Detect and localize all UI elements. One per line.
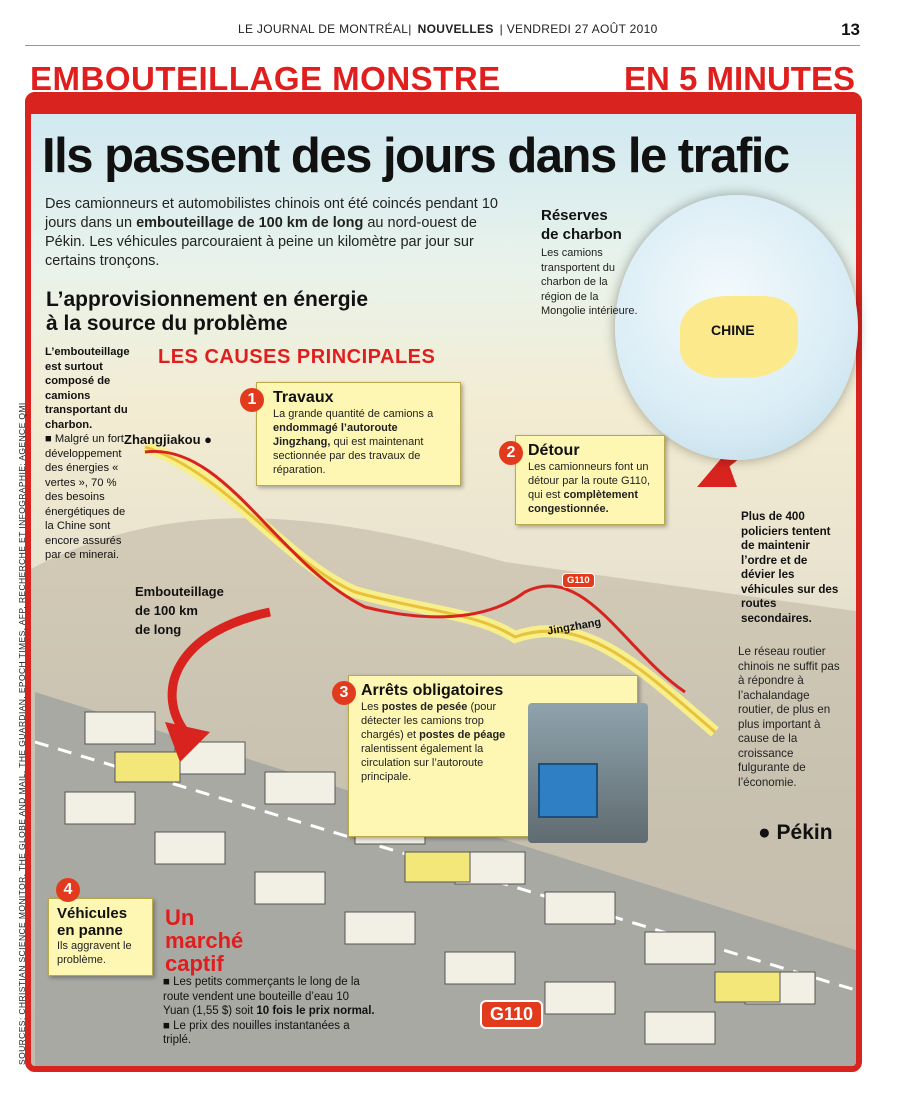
title-line: captif [165, 951, 224, 976]
cause-title: Détour [528, 442, 580, 459]
sep: | [408, 22, 412, 36]
cause-number: 1 [240, 388, 264, 412]
page-number: 13 [841, 20, 860, 39]
header-rule [25, 45, 860, 46]
section-name: NOUVELLES [417, 22, 494, 36]
text: La grande quantité de camions a [273, 408, 434, 420]
reserves-text: Les camions transportent du charbon de la région de la Mongolie intérieure. [541, 247, 638, 317]
sources-credit: SOURCES: CHRISTIAN SCIENCE MONITOR, THE GLOBE AND MAIL, THE GUARDIAN, EPOCH TIMES, AFP, RECHERCHE ET INFOGRAPHIE: AGENCE QMI [17, 402, 27, 1065]
topic-label: EMBOUTEILLAGE MONSTRE [30, 60, 501, 97]
sep: | [499, 22, 504, 36]
cause-4 [48, 878, 153, 976]
cause-title: Travaux [273, 389, 334, 406]
bold-text: complètement congestionnée. [528, 489, 639, 515]
jam-line: Embouteillage [135, 584, 224, 599]
sidebar-text [45, 345, 131, 563]
date: VENDREDI 27 AOÛT 2010 [506, 22, 658, 36]
bold-text: postes de péage [419, 729, 506, 741]
reserves-title-line: Réserves [541, 207, 608, 224]
reserves-title [541, 206, 622, 244]
intro-bold: embouteillage de 100 km de long [136, 215, 364, 231]
city-name: Pékin [776, 821, 833, 844]
jam-line: de 100 km [135, 603, 198, 618]
jam-line: de long [135, 622, 182, 637]
title-line: Véhicules [57, 905, 128, 922]
china-label: CHINE [711, 322, 755, 338]
title-line: en panne [57, 922, 123, 939]
cause-title [57, 905, 146, 939]
subtitle-line: L’approvisionnement en énergie [46, 288, 369, 311]
text: qui est maintenant sectionnée par des travaux de réparation. [273, 436, 424, 476]
topic-label-right: EN 5 MINUTES [623, 60, 855, 97]
cause-number: 2 [499, 441, 523, 465]
text: Les camionneurs font un détour par la route G110, qui est [528, 461, 651, 501]
police-text: Plus de 400 policiers tentent de maintenir l’ordre et de dévier les véhicules sur des routes secondaires. [741, 510, 839, 625]
page-header [0, 22, 900, 46]
text: ralentissent également la circulation sur l’autoroute principale. [361, 743, 484, 783]
network-text: Le réseau routier chinois ne suffit pas à répondre à l’achalandage routier, de plus en plus important à cause de la croissance fulgurante de l’économie. [738, 645, 840, 789]
text: ■ Les petits commerçants le long de la route vendent une bouteille d’eau 10 Yuan (1,55 $) soit [163, 976, 360, 1017]
sidebar-body: ■ Malgré un fort développement des énergies « vertes », 70 % des besoins énergétiques de la Chine sont encore assurés par ce minerai. [45, 433, 126, 561]
cause-text [361, 700, 521, 784]
bold-text: endommagé l’autoroute Jingzhang, [273, 422, 398, 448]
masthead [238, 22, 658, 36]
bold-text: postes de pesée [381, 701, 468, 713]
cause-text: Ils aggravent le problème. [57, 940, 132, 966]
cause-1 [236, 382, 461, 486]
cause-number: 3 [332, 681, 356, 705]
zhangjiakou-label: Zhangjiakou ● [124, 432, 213, 447]
intro-text: au nord-ouest de Pékin. Les véhicules parcouraient à peine un kilomètre par jour sur certains tronçons. [45, 215, 477, 269]
sidebar-bold: L’embouteillage est surtout composé de camions transportant du charbon. [45, 346, 130, 431]
cause-text [528, 460, 656, 516]
city-name: Zhangjiakou [124, 432, 201, 447]
g110-small-badge: G110 [562, 573, 595, 588]
subtitle-line: à la source du problème [46, 312, 288, 335]
cause-3 [328, 675, 638, 837]
g110-badge: G110 [480, 1000, 543, 1029]
reserves-title-line: de charbon [541, 226, 622, 243]
causes-heading: LES CAUSES PRINCIPALES [158, 346, 436, 368]
cause-number: 4 [56, 878, 80, 902]
main-title: Ils passent des jours dans le trafic [42, 129, 789, 183]
jingzhang-label: Jingzhang [546, 616, 603, 638]
intro-text: Des camionneurs et automobilistes chinois ont été coincés pendant 10 jours dans un [45, 196, 498, 231]
text: (pour détecter les camions trop chargés) et [361, 701, 497, 741]
intro-paragraph [45, 195, 510, 271]
cause-2 [497, 435, 665, 525]
market-text [163, 975, 378, 1048]
text: Les [361, 701, 382, 713]
subtitle [46, 288, 368, 336]
traffic-jam-label [135, 582, 224, 639]
paper-name: LE JOURNAL DE MONTRÉAL [238, 22, 409, 36]
truck-image [538, 763, 598, 818]
cause-title: Arrêts obligatoires [361, 682, 504, 699]
title-line: marché [165, 928, 244, 953]
bold-text: 10 fois le prix normal. [256, 1005, 375, 1017]
title-line: Un [165, 905, 195, 930]
pekin-label: ● Pékin [758, 821, 833, 844]
toll-photo [528, 703, 648, 843]
cause-text [273, 407, 452, 477]
text: ■ Le prix des nouilles instantanées a triplé. [163, 1019, 350, 1046]
market-title [165, 906, 243, 975]
